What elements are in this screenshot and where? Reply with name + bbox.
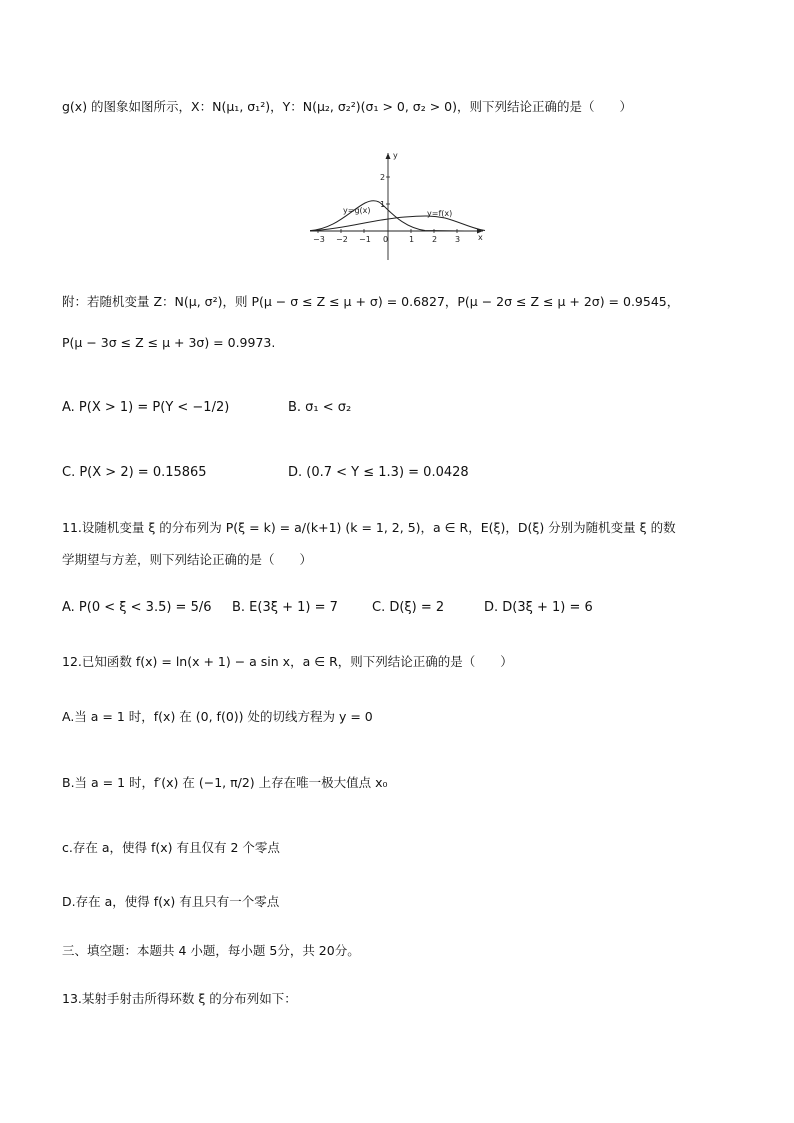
x-tick: 2 bbox=[432, 235, 438, 244]
q11-option-a: A. P(0 < ξ < 3.5) = 5/6 bbox=[62, 600, 212, 615]
q11-stem-line-1: 11.设随机变量 ξ 的分布列为 P(ξ = k) = a/(k+1) (k = 1, 2, 5)，a ∈ R，E(ξ)，D(ξ) 分别为随机变量 ξ 的数 bbox=[62, 520, 676, 535]
x-axis-label: x bbox=[478, 233, 483, 242]
y-tick: 1 bbox=[380, 200, 386, 209]
q10-option-d: D. (0.7 < Y ≤ 1.3) = 0.0428 bbox=[288, 465, 469, 480]
curve-f bbox=[310, 216, 485, 231]
y-tick: 2 bbox=[380, 173, 386, 182]
y-axis-label: y bbox=[393, 151, 398, 160]
q10-intro: g(x) 的图象如图所示，X：N(μ₁, σ₁²)，Y：N(μ₂, σ₂²)(σ₁ > 0, σ₂ > 0)，则下列结论正确的是（ ） bbox=[62, 99, 632, 114]
q10-note-1: 附：若随机变量 Z：N(μ, σ²)，则 P(μ − σ ≤ Z ≤ μ + σ) = 0.6827，P(μ − 2σ ≤ Z ≤ μ + 2σ) = 0.9545， bbox=[62, 294, 680, 309]
normal-curves-graph bbox=[305, 145, 490, 265]
q10-option-a: A. P(X > 1) = P(Y < −1/2) bbox=[62, 400, 230, 415]
q10-option-c: C. P(X > 2) = 0.15865 bbox=[62, 465, 207, 480]
q11-option-d: D. D(3ξ + 1) = 6 bbox=[484, 600, 593, 615]
curve-f-label: y=f(x) bbox=[427, 209, 453, 218]
x-tick: 0 bbox=[383, 235, 389, 244]
x-tick: −1 bbox=[359, 235, 371, 244]
q12-option-b: B.当 a = 1 时，f′(x) 在 (−1, π/2) 上存在唯一极大值点 x₀ bbox=[62, 775, 388, 790]
y-axis-arrow bbox=[386, 153, 391, 159]
q11-option-b: B. E(3ξ + 1) = 7 bbox=[232, 600, 338, 615]
x-tick: −3 bbox=[313, 235, 325, 244]
q11-stem-line-2: 学期望与方差，则下列结论正确的是（ ） bbox=[62, 552, 313, 567]
x-tick: 1 bbox=[409, 235, 415, 244]
q10-note-2: P(μ − 3σ ≤ Z ≤ μ + 3σ) = 0.9973. bbox=[62, 335, 276, 350]
q12-stem: 12.已知函数 f(x) = ln(x + 1) − a sin x，a ∈ R，则下列结论正确的是（ ） bbox=[62, 654, 513, 669]
q12-option-c: c.存在 a，使得 f(x) 有且仅有 2 个零点 bbox=[62, 840, 280, 855]
curve-g-label: y=g(x) bbox=[343, 206, 371, 215]
section-3-heading: 三、填空题：本题共 4 小题，每小题 5分，共 20分。 bbox=[62, 943, 360, 958]
q11-option-c: C. D(ξ) = 2 bbox=[372, 600, 445, 615]
q10-option-b: B. σ₁ < σ₂ bbox=[288, 400, 352, 415]
x-tick: −2 bbox=[336, 235, 348, 244]
q12-option-d: D.存在 a，使得 f(x) 有且只有一个零点 bbox=[62, 894, 280, 909]
q12-option-a: A.当 a = 1 时，f(x) 在 (0, f(0)) 处的切线方程为 y = 0 bbox=[62, 709, 373, 724]
q13-stem: 13.某射手射击所得环数 ξ 的分布列如下： bbox=[62, 991, 297, 1006]
x-tick: 3 bbox=[455, 235, 461, 244]
